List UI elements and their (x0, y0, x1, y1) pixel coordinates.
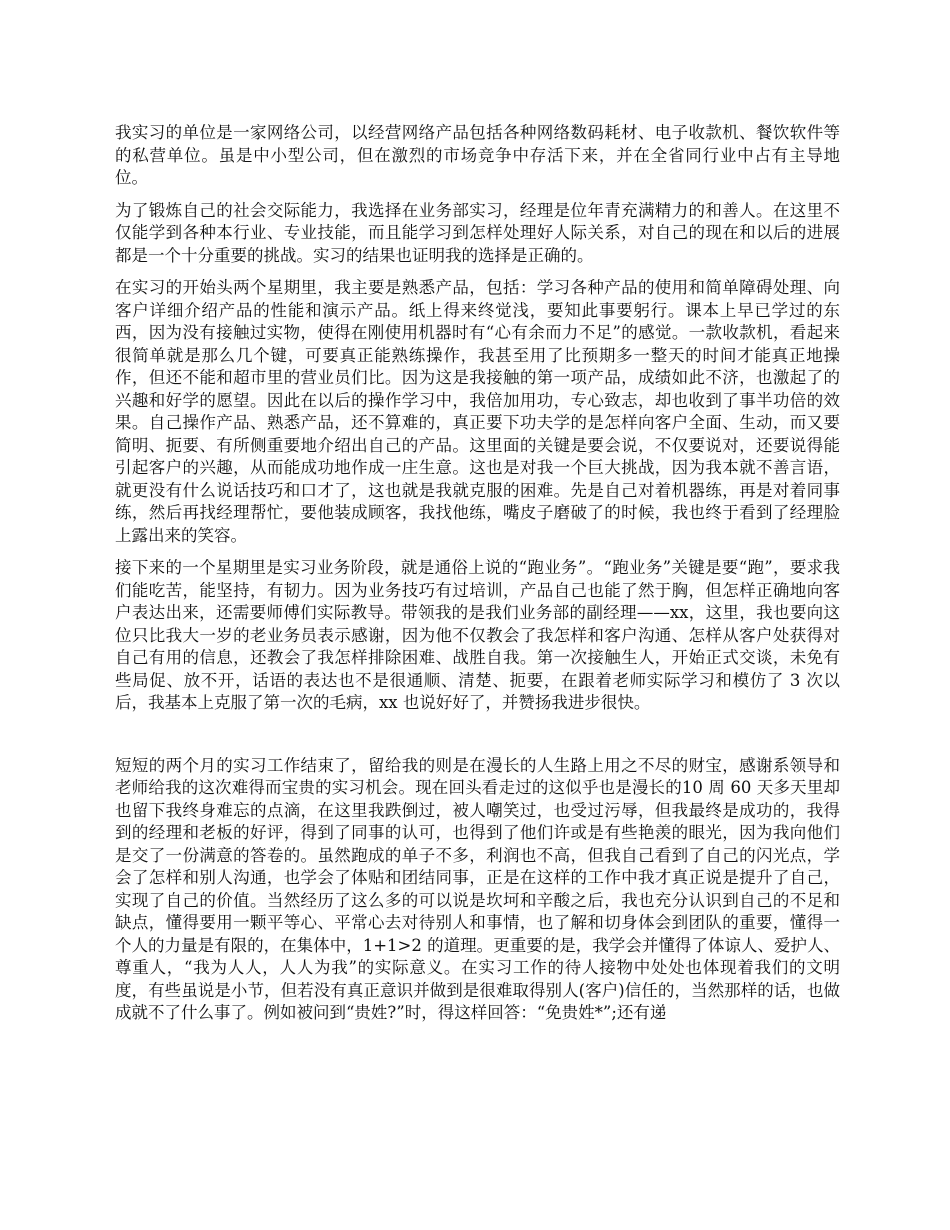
paragraph-company-intro: 我实习的单位是一家网络公司，以经营网络产品包括各种网络数码耗材、电子收款机、餐饮软件等的私营单位。虽是中小型公司，但在激烈的市场竞争中存活下来，并在全省同行业中占有主导地位。 (115, 123, 840, 187)
paragraph-department-choice: 为了锻炼自己的社会交际能力，我选择在业务部实习，经理是位年青充满精力的和善人。在这里不仅能学到各种本行业、专业技能，而且能学习到怎样处理好人际关系，对自己的现在和以后的进展都是一个十分重要的挑战。实习的结果也证明我的选择是正确的。 (115, 200, 840, 265)
paragraph-business-practice: 接下来的一个星期里是实习业务阶段，就是通俗上说的“跑业务”。“跑业务”关键是要“跑”，要求我们能吃苦，能坚持，有韧力。因为业务技巧有过培训，产品自己也能了然于胸，但怎样正确地向客户表达出来，还需要师傅们实际教导。带领我的是我们业务部的副经理——xx，这里，我也要向这位只比我大一岁的老业务员表示感谢，因为他不仅教会了我怎样和客户沟通、怎样从客户处获得对自己有用的信息，还教会了我怎样排除困难、战胜自我。第一次接触生人，开始正式交谈，未免有些局促、放不开，话语的表达也不是很通顺、清楚、扼要，在跟着老师实际学习和模仿了 3 次以后，我基本上克服了第一次的毛病，xx 也说好好了，并赞扬我进步很快。 (115, 558, 840, 712)
paragraph-summary: 短短的两个月的实习工作结束了，留给我的则是在漫长的人生路上用之不尽的财宝，感谢系领导和老师给我的这次难得而宝贵的实习机会。现在回头看走过的这似乎也是漫长的10 周 60 天多天里却也留下我终身难忘的点滴，在这里我跌倒过，被人嘲笑过，也受过污辱，但我最终是成功的，我得到的经理和老板的好评，得到了同事的认可，也得到了他们许或是有些艳羡的眼光，因为我向他们是交了一份满意的答卷的。虽然跑成的单子不多，利润也不高，但我自己看到了自己的闪光点，学会了怎样和别人沟通，也学会了体贴和团结同事，正是在这样的工作中我才真正说是提升了自己，实现了自己的价值。当然经历了这么多的可以说是坎坷和辛酸之后，我也充分认识到自己的不足和缺点，懂得要用一颗平等心、平常心去对待别人和事情，也了解和切身体会到团队的重要，懂得一个人的力量是有限的，在集体中，1+1>2 的道理。更重要的是，我学会并懂得了体谅人、爱护人、尊重人，“我为人人，人人为我”的实际意义。在实习工作的待人接物中处处也体现着我们的文明度，有些虽说是小节，但若没有真正意识并做到是很难取得别人(客户)信任的，当然那样的话，也做成就不了什么事了。例如被问到“贵姓?”时，得这样回答：“免贵姓*”;还有递 (115, 755, 840, 1022)
document-page (115, 122, 840, 1035)
paragraph-product-learning: 在实习的开始头两个星期里，我主要是熟悉产品，包括：学习各种产品的使用和简单障碍处理、向客户详细介绍产品的性能和演示产品。纸上得来终觉浅，要知此事要躬行。课本上早已学过的东西，因为没有接触过实物，使得在刚使用机器时有“心有余而力不足”的感觉。一款收款机，看起来很简单就是那么几个键，可要真正能熟练操作，我甚至用了比预期多一整天的时间才能真正地操作，但还不能和超市里的营业员们比。因为这是我接触的第一项产品，成绩如此不济，也激起了的兴趣和好学的愿望。因此在以后的操作学习中，我倍加用功，专心致志，却也收到了事半功倍的效果。自己操作产品、熟悉产品，还不算难的，真正要下功夫学的是怎样向客户全面、生动，而又要简明、扼要、有所侧重要地介绍出自己的产品。这里面的关键是要会说，不仅要说对，还要说得能引起客户的兴趣，从而能成功地作成一庄生意。这也是对我一个巨大挑战，因为我本就不善言语，就更没有什么说话技巧和口才了，这也就是我就克服的困难。先是自己对着机器练，再是对着同事练，然后再找经理帮忙，要他装成顾客，我找他练，嘴皮子磨破了的时候，我也终于看到了经理脸上露出来的笑容。 (115, 278, 840, 545)
